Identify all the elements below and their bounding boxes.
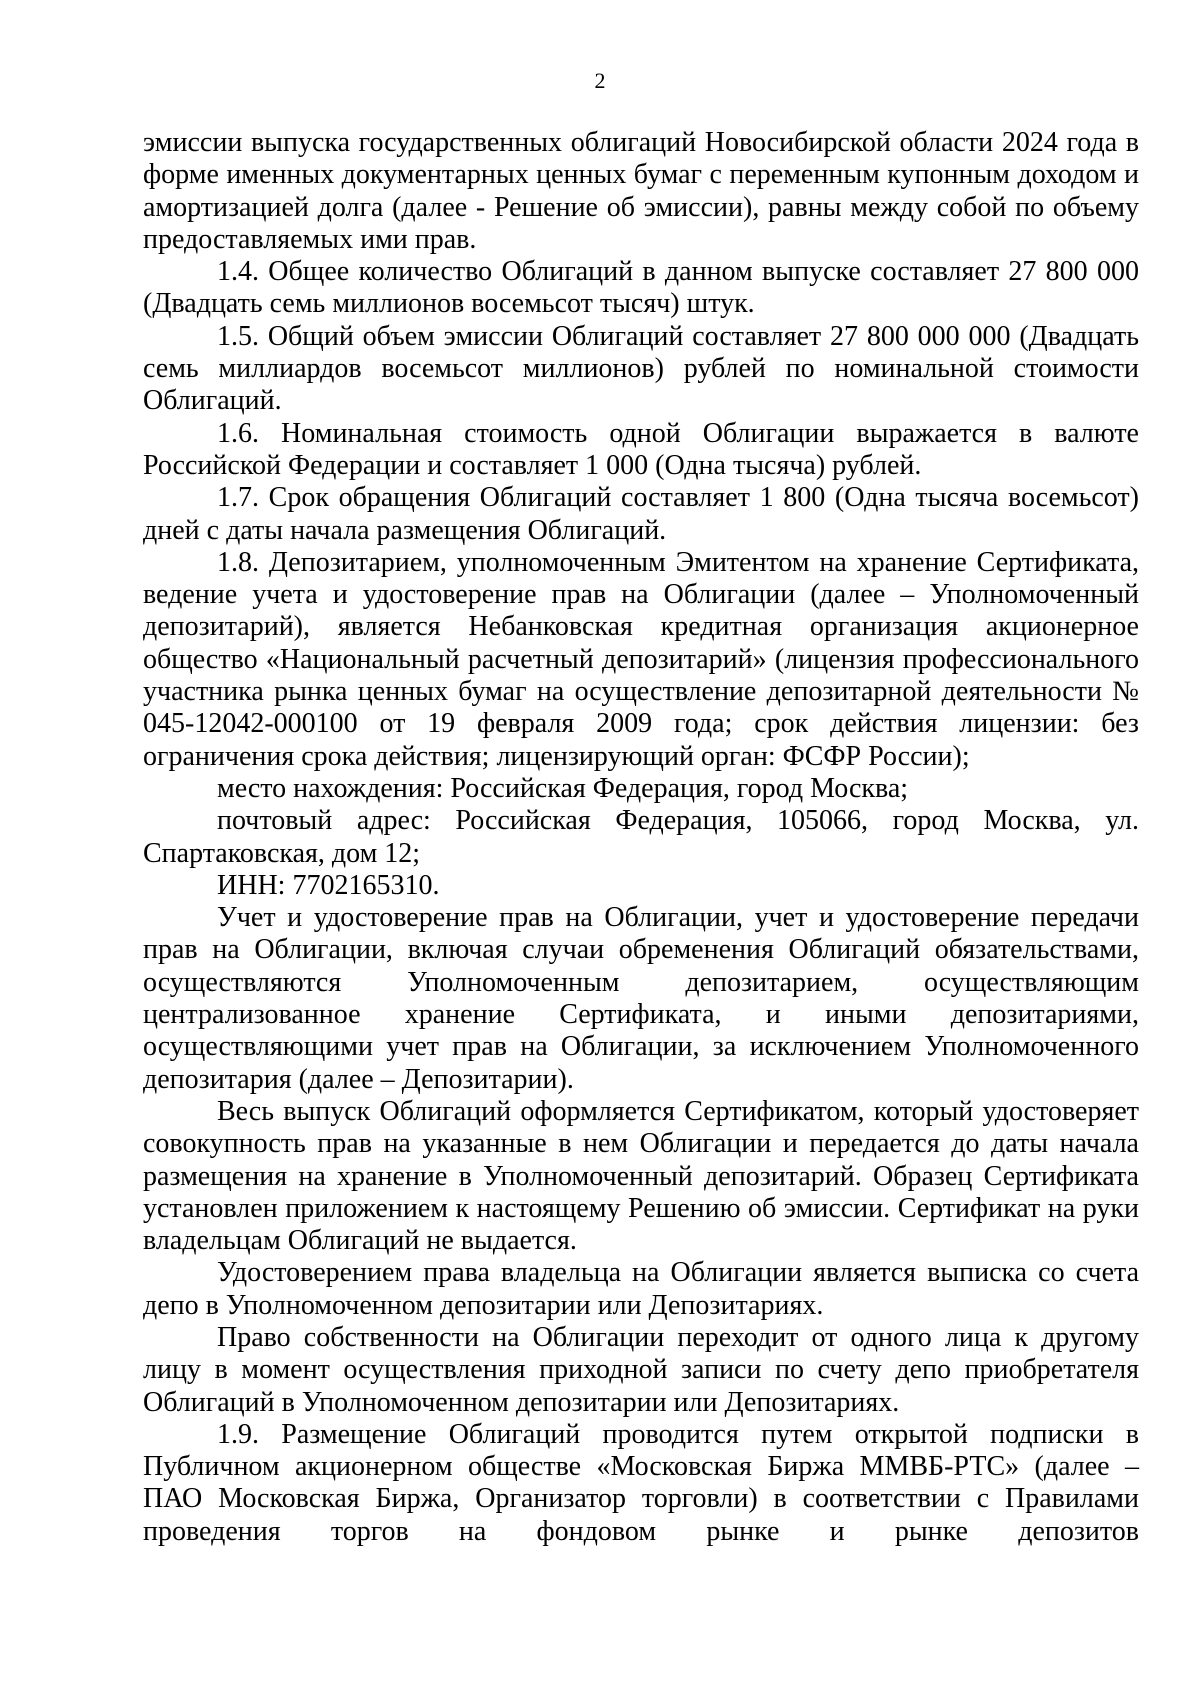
document-body (143, 127, 1139, 1548)
paragraph-inn: ИНН: 7702165310. (217, 869, 440, 901)
paragraph-certificate: Весь выпуск Облигаций оформляется Сертификатом, который удостоверяет совокупность прав на указанные в нем Облигации и передается до даты начала размещения на хранение в Уполномоченный депозитарий. Образец Сертификата установлен приложением к настоящему Решению об эмиссии. Сертификат на руки владельцам Облигаций не выдается. (143, 1095, 1139, 1257)
page-number: 2 (594, 68, 606, 93)
paragraph-emission-continuation: эмиссии выпуска государственных облигаций Новосибирской области 2024 года в форме именных документарных ценных бумаг с переменным купонным доходом и амортизацией долга (далее - Решение об эмиссии), равны между собой по объему предоставляемых ими прав. (143, 127, 1139, 255)
paragraph-ownership-proof: Удостоверением права владельца на Облигации является выписка со счета депо в Уполномоченном депозитарии или Депозитариях. (143, 1257, 1139, 1321)
paragraph-1-6: 1.6. Номинальная стоимость одной Облигации выражается в валюте Российской Федерации и составляет 1 000 (Одна тысяча) рублей. (143, 417, 1139, 481)
paragraph-1-7: 1.7. Срок обращения Облигаций составляет 1 800 (Одна тысяча восемьсот) дней с даты начала размещения Облигаций. (143, 482, 1139, 546)
paragraph-1-5: 1.5. Общий объем эмиссии Облигаций составляет 27 800 000 000 (Двадцать семь миллиардов восемьсот миллионов) рублей по номинальной стоимости Облигаций. (143, 320, 1139, 417)
paragraph-1-9: 1.9. Размещение Облигаций проводится путем открытой подписки в Публичном акционерном обществе «Московская Биржа ММВБ-РТС» (далее – ПАО Московская Биржа, Организатор торговли) в соответствии с Правилами проведения торгов на фондовом рынке и рынке депозитов (143, 1418, 1139, 1547)
paragraph-ownership-transfer: Право собственности на Облигации переходит от одного лица к другому лицу в момент осуществления приходной записи по счету депо приобретателя Облигаций в Уполномоченном депозитарии или Депозитариях. (143, 1321, 1139, 1418)
paragraph-postal-address: почтовый адрес: Российская Федерация, 105066, город Москва, ул. Спартаковская, дом 12; (143, 805, 1139, 869)
paragraph-1-8: 1.8. Депозитарием, уполномоченным Эмитентом на хранение Сертификата, ведение учета и удостоверение прав на Облигации (далее – Уполномоченный депозитарий), является Небанковская кредитная организация акционерное общество «Национальный расчетный депозитарий» (лицензия профессионального участника рынка ценных бумаг на осуществление депозитарной деятельности № 045-12042-000100 от 19 февраля 2009 года; срок действия лицензии: без ограничения срока действия; лицензирующий орган: ФСФР России); (143, 546, 1139, 772)
paragraph-location: место нахождения: Российская Федерация, город Москва; (217, 772, 909, 804)
paragraph-accounting: Учет и удостоверение прав на Облигации, учет и удостоверение передачи прав на Облигации, включая случаи обременения Облигаций обязательствами, осуществляются Уполномоченным депозитарием, осуществляющим централизованное хранение Сертификата, и иными депозитариями, осуществляющими учет прав на Облигации, за исключением Уполномоченного депозитария (далее – Депозитарии). (143, 902, 1139, 1095)
paragraph-1-4: 1.4. Общее количество Облигаций в данном выпуске составляет 27 800 000 (Двадцать семь миллионов восемьсот тысяч) штук. (143, 256, 1139, 320)
